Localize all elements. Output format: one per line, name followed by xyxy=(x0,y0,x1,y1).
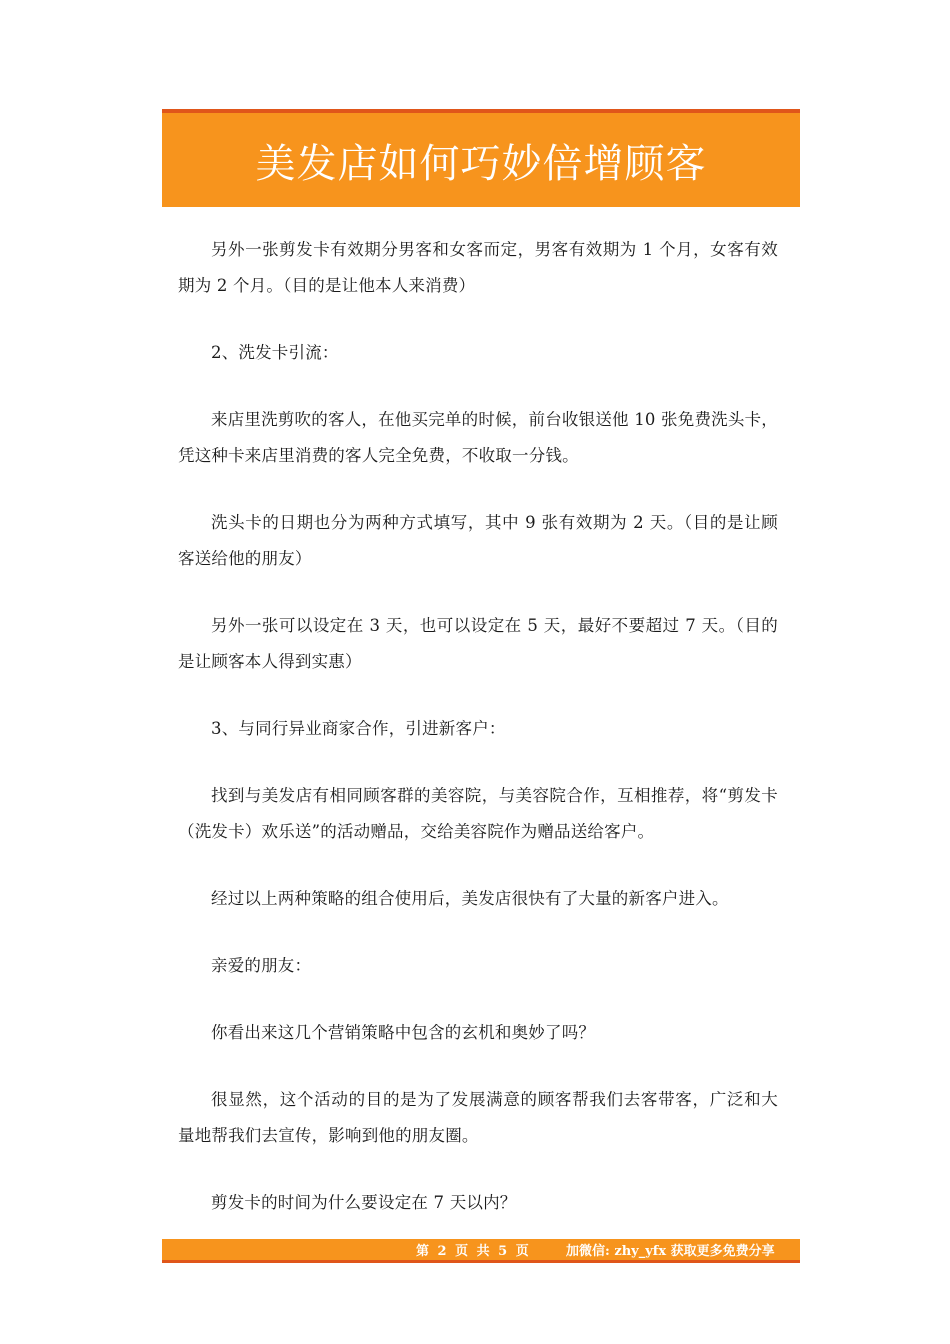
page-title: 美发店如何巧妙倍增顾客 xyxy=(255,140,707,187)
page-footer xyxy=(162,1239,800,1263)
paragraph: 很显然，这个活动的目的是为了发展满意的顾客帮我们去客带客，广泛和大量地帮我们去宣传，影响到他的朋友圈。 xyxy=(178,1090,778,1145)
footer-note: 加微信: zhy_yfx 获取更多免费分享 xyxy=(566,1244,775,1259)
section-heading: 3、与同行异业商家合作，引进新客户： xyxy=(211,719,506,738)
paragraph: 洗头卡的日期也分为两种方式填写，其中 9 张有效期为 2 天。（目的是让顾客送给他的朋友） xyxy=(178,513,778,568)
paragraph: 来店里洗剪吹的客人，在他买完单的时候，前台收银送他 10 张免费洗头卡，凭这种卡来店里消费的客人完全免费，不收取一分钱。 xyxy=(178,410,778,465)
page-number: 第 2 页 共 5 页 xyxy=(416,1244,531,1259)
paragraph: 剪发卡的时间为什么要设定在 7 天以内？ xyxy=(211,1193,517,1212)
section-heading: 2、洗发卡引流： xyxy=(211,343,339,362)
document-body xyxy=(178,232,778,1252)
paragraph: 另外一张剪发卡有效期分男客和女客而定，男客有效期为 1 个月，女客有效期为 2 个月。（目的是让他本人来消费） xyxy=(178,240,778,295)
paragraph: 找到与美发店有相同顾客群的美容院，与美容院合作，互相推荐，将“剪发卡（洗发卡）欢乐送”的活动赠品，交给美容院作为赠品送给客户。 xyxy=(178,786,778,841)
paragraph: 另外一张可以设定在 3 天，也可以设定在 5 天，最好不要超过 7 天。（目的是让顾客本人得到实惠） xyxy=(178,616,778,671)
paragraph: 亲爱的朋友： xyxy=(211,956,312,975)
paragraph: 你看出来这几个营销策略中包含的玄机和奥妙了吗？ xyxy=(211,1023,596,1042)
paragraph: 经过以上两种策略的组合使用后，美发店很快有了大量的新客户进入。 xyxy=(211,889,729,908)
title-banner xyxy=(162,109,800,207)
